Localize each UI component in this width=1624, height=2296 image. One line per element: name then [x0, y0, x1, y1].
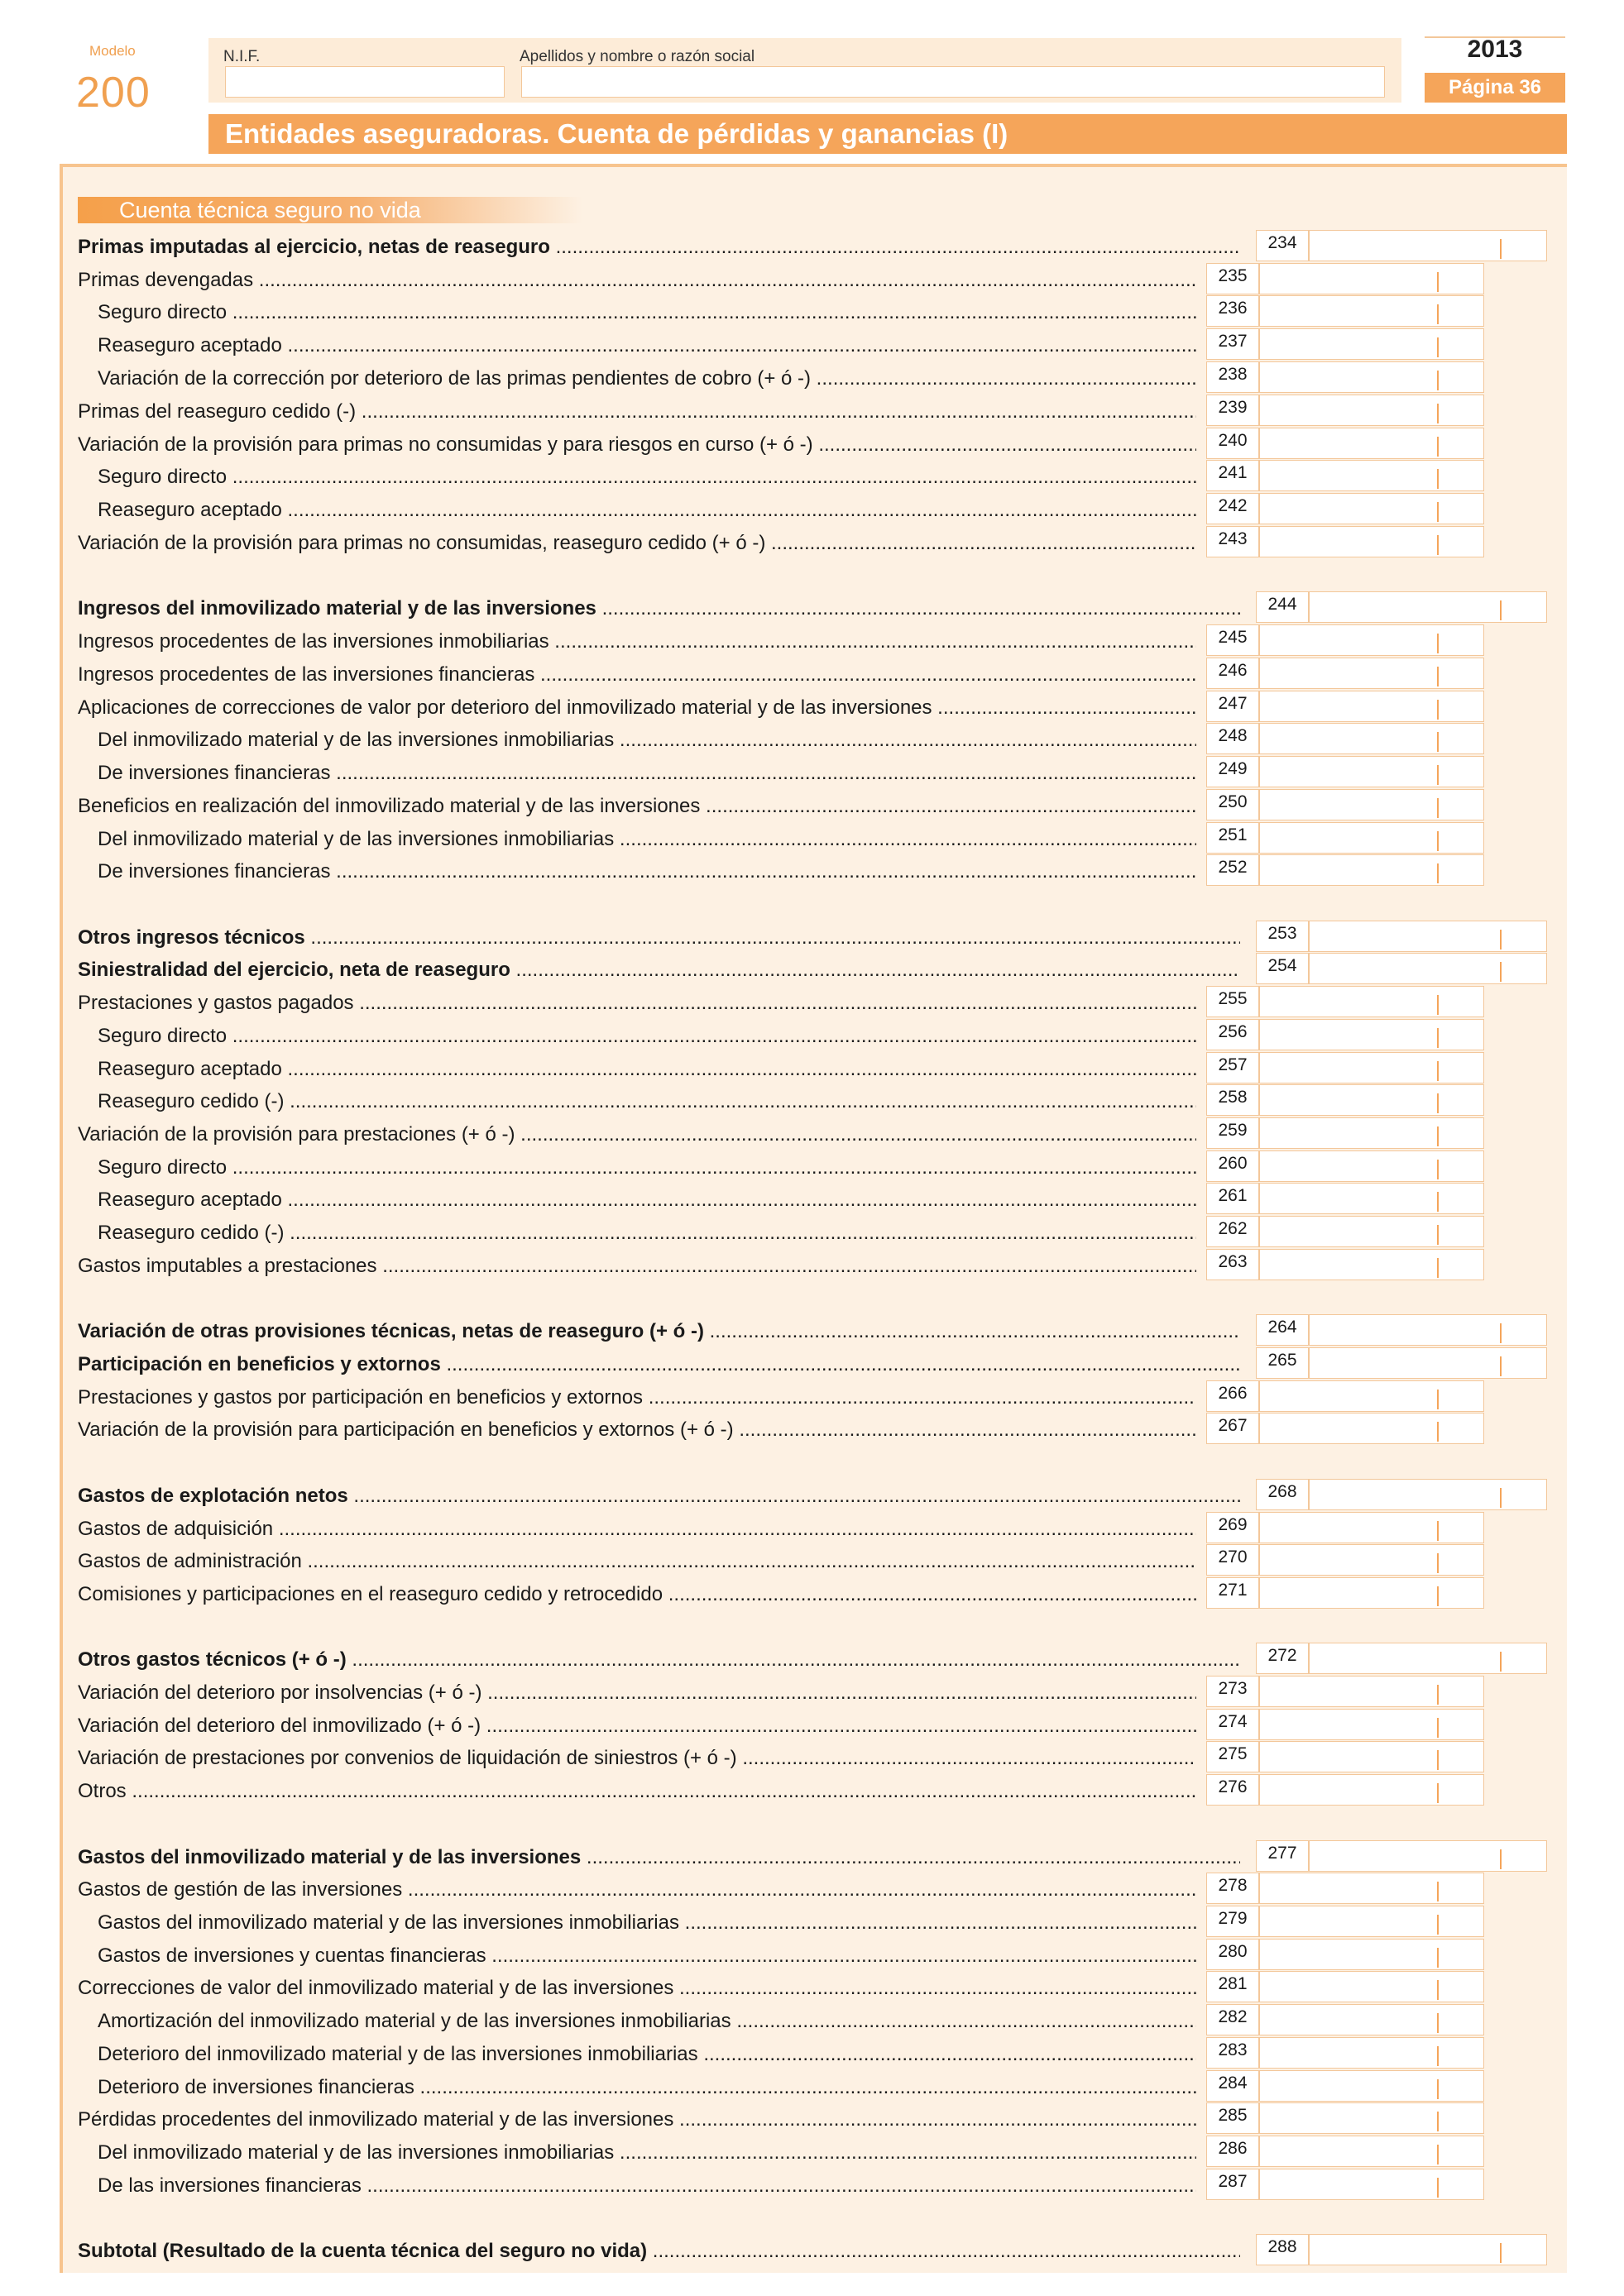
- row-label: Variación de la provisión para participación en beneficios y extornos (+ ó -) .....: [78, 1418, 1196, 1442]
- form-row: [0, 1512, 1624, 1545]
- amount-field[interactable]: [1309, 2234, 1547, 2265]
- form-row: [0, 2169, 1624, 2202]
- form-row: [0, 395, 1624, 428]
- name-label: Apellidos y nombre o razón social: [520, 48, 755, 65]
- amount-field[interactable]: [1259, 1019, 1484, 1050]
- box-code: 235: [1206, 263, 1259, 294]
- box-code: 278: [1206, 1873, 1259, 1904]
- box-code: 236: [1206, 295, 1259, 327]
- nif-field[interactable]: [225, 66, 505, 98]
- box-code: 272: [1256, 1643, 1309, 1674]
- row-label: De inversiones financieras .....: [98, 860, 1196, 883]
- box-code: 276: [1206, 1774, 1259, 1806]
- row-label: Variación de la corrección por deterioro de las primas pendientes de cobro (+ ó -) .....: [98, 367, 1196, 390]
- row-label: Gastos del inmovilizado material y de las inversiones .....: [78, 1846, 1240, 1869]
- row-label: Variación de la provisión para primas no consumidas, reaseguro cedido (+ ó -) .....: [78, 532, 1196, 555]
- amount-field[interactable]: [1259, 789, 1484, 820]
- amount-field[interactable]: [1309, 1314, 1547, 1346]
- row-label: Otros gastos técnicos (+ ó -) .....: [78, 1648, 1240, 1672]
- row-label: Beneficios en realización del inmovilizado material y de las inversiones .....: [78, 795, 1196, 818]
- box-code: 238: [1206, 361, 1259, 393]
- amount-field[interactable]: [1259, 1117, 1484, 1149]
- amount-field[interactable]: [1259, 2004, 1484, 2035]
- amount-field[interactable]: [1259, 1873, 1484, 1904]
- box-code: 280: [1206, 1939, 1259, 1970]
- row-label: Subtotal (Resultado de la cuenta técnica del seguro no vida) .....: [78, 2240, 1240, 2263]
- amount-field[interactable]: [1259, 756, 1484, 787]
- row-label: Deterioro de inversiones financieras .....: [98, 2076, 1196, 2099]
- box-code: 240: [1206, 428, 1259, 459]
- form-row: [0, 361, 1624, 395]
- amount-field[interactable]: [1259, 1413, 1484, 1444]
- amount-field[interactable]: [1259, 1577, 1484, 1609]
- box-code: 277: [1256, 1840, 1309, 1872]
- amount-field[interactable]: [1259, 1512, 1484, 1543]
- form-row: [0, 2102, 1624, 2136]
- amount-field[interactable]: [1259, 854, 1484, 886]
- amount-field[interactable]: [1259, 263, 1484, 294]
- form-row: [0, 1413, 1624, 1446]
- box-code: 259: [1206, 1117, 1259, 1149]
- box-code: 234: [1256, 230, 1309, 261]
- page-label: Página 36: [1425, 73, 1565, 103]
- amount-field[interactable]: [1259, 822, 1484, 854]
- form-row: [0, 526, 1624, 559]
- form-row: [0, 2234, 1624, 2267]
- row-label: Reaseguro aceptado .....: [98, 1189, 1196, 1212]
- form-row: [0, 1840, 1624, 1873]
- amount-field[interactable]: [1259, 395, 1484, 426]
- row-label: Amortización del inmovilizado material y de las inversiones inmobiliarias .....: [98, 2010, 1196, 2033]
- box-code: 249: [1206, 756, 1259, 787]
- row-label: Variación de otras provisiones técnicas, netas de reaseguro (+ ó -) .....: [78, 1320, 1240, 1343]
- amount-field[interactable]: [1259, 723, 1484, 754]
- amount-field[interactable]: [1259, 2037, 1484, 2069]
- box-code: 285: [1206, 2102, 1259, 2134]
- box-code: 263: [1206, 1249, 1259, 1280]
- form-row: [0, 756, 1624, 789]
- row-label: Ingresos procedentes de las inversiones inmobiliarias .....: [78, 630, 1196, 653]
- amount-field[interactable]: [1259, 1052, 1484, 1083]
- row-label: Deterioro del inmovilizado material y de las inversiones inmobiliarias .....: [98, 2043, 1196, 2066]
- amount-field[interactable]: [1259, 986, 1484, 1017]
- row-label: Correcciones de valor del inmovilizado material y de las inversiones .....: [78, 1977, 1196, 2000]
- amount-field[interactable]: [1309, 1479, 1547, 1510]
- amount-field[interactable]: [1259, 624, 1484, 656]
- form-row: [0, 428, 1624, 461]
- form-row: [0, 2004, 1624, 2037]
- form-row: [0, 2070, 1624, 2103]
- form-row: [0, 1249, 1624, 1282]
- row-label: De las inversiones financieras .....: [98, 2174, 1196, 2198]
- form-row: [0, 723, 1624, 756]
- box-code: 260: [1206, 1150, 1259, 1182]
- amount-field[interactable]: [1259, 1741, 1484, 1772]
- amount-field[interactable]: [1309, 1643, 1547, 1674]
- amount-field[interactable]: [1259, 1971, 1484, 2002]
- box-code: 247: [1206, 691, 1259, 722]
- amount-field[interactable]: [1259, 493, 1484, 524]
- form-row: [0, 854, 1624, 887]
- amount-field[interactable]: [1259, 1774, 1484, 1806]
- box-code: 271: [1206, 1577, 1259, 1609]
- box-code: 256: [1206, 1019, 1259, 1050]
- box-code: 241: [1206, 460, 1259, 491]
- form-row: [0, 691, 1624, 724]
- form-row: [0, 1183, 1624, 1216]
- box-code: 250: [1206, 789, 1259, 820]
- box-code: 288: [1256, 2234, 1309, 2265]
- row-label: De inversiones financieras .....: [98, 762, 1196, 785]
- amount-field[interactable]: [1309, 953, 1547, 984]
- box-code: 245: [1206, 624, 1259, 656]
- amount-field[interactable]: [1259, 1150, 1484, 1182]
- amount-field[interactable]: [1259, 2169, 1484, 2200]
- form-row: [0, 1906, 1624, 1939]
- box-code: 258: [1206, 1084, 1259, 1116]
- box-code: 253: [1256, 921, 1309, 952]
- row-label: Gastos de gestión de las inversiones .....: [78, 1878, 1196, 1901]
- box-code: 252: [1206, 854, 1259, 886]
- form-row: [0, 1347, 1624, 1380]
- row-label: Variación de la provisión para primas no consumidas y para riesgos en curso (+ ó -) .....: [78, 433, 1196, 457]
- amount-field[interactable]: [1259, 1216, 1484, 1247]
- amount-field[interactable]: [1259, 2136, 1484, 2167]
- box-code: 283: [1206, 2037, 1259, 2069]
- row-label: Seguro directo .....: [98, 1025, 1196, 1048]
- form-row: [0, 1117, 1624, 1150]
- name-field[interactable]: [521, 66, 1385, 98]
- amount-field[interactable]: [1259, 2102, 1484, 2134]
- box-code: 268: [1256, 1479, 1309, 1510]
- row-label: Del inmovilizado material y de las inversiones inmobiliarias .....: [98, 729, 1196, 752]
- box-code: 239: [1206, 395, 1259, 426]
- form-row: [0, 230, 1624, 263]
- form-row: [0, 328, 1624, 361]
- amount-field[interactable]: [1259, 691, 1484, 722]
- amount-field[interactable]: [1259, 2070, 1484, 2102]
- row-label: Participación en beneficios y extornos .....: [78, 1353, 1240, 1376]
- amount-field[interactable]: [1259, 361, 1484, 393]
- page-title: Entidades aseguradoras. Cuenta de pérdidas y ganancias (I): [208, 114, 1567, 154]
- box-code: 251: [1206, 822, 1259, 854]
- row-label: Del inmovilizado material y de las inversiones inmobiliarias .....: [98, 2141, 1196, 2164]
- amount-field[interactable]: [1259, 1380, 1484, 1412]
- amount-field[interactable]: [1259, 1939, 1484, 1970]
- amount-field[interactable]: [1259, 1084, 1484, 1116]
- form-row: [0, 1544, 1624, 1577]
- box-code: 254: [1256, 953, 1309, 984]
- form-row: [0, 921, 1624, 954]
- form-row: [0, 1150, 1624, 1184]
- amount-field[interactable]: [1259, 1183, 1484, 1214]
- box-code: 255: [1206, 986, 1259, 1017]
- row-label: Comisiones y participaciones en el reaseguro cedido y retrocedido .....: [78, 1583, 1196, 1606]
- form-row: [0, 1019, 1624, 1052]
- amount-field[interactable]: [1309, 591, 1547, 623]
- row-label: Reaseguro aceptado .....: [98, 334, 1196, 357]
- form-row: [0, 789, 1624, 822]
- row-label: Gastos de explotación netos .....: [78, 1485, 1240, 1508]
- form-row: [0, 822, 1624, 855]
- row-label: Reaseguro aceptado .....: [98, 1058, 1196, 1081]
- box-code: 266: [1206, 1380, 1259, 1412]
- form-row: [0, 953, 1624, 986]
- row-label: Otros ingresos técnicos .....: [78, 926, 1240, 949]
- box-code: 282: [1206, 2004, 1259, 2035]
- box-code: 270: [1206, 1544, 1259, 1576]
- amount-field[interactable]: [1259, 428, 1484, 459]
- form-row: [0, 1971, 1624, 2004]
- amount-field[interactable]: [1259, 1249, 1484, 1280]
- form-row: [0, 493, 1624, 526]
- box-code: 275: [1206, 1741, 1259, 1772]
- box-code: 279: [1206, 1906, 1259, 1937]
- box-code: 274: [1206, 1709, 1259, 1740]
- row-label: Variación del deterioro del inmovilizado (+ ó -) .....: [78, 1715, 1196, 1738]
- row-label: Primas devengadas .....: [78, 269, 1196, 292]
- box-code: 286: [1206, 2136, 1259, 2167]
- form-row: [0, 1939, 1624, 1972]
- row-label: Seguro directo .....: [98, 1156, 1196, 1179]
- form-row: [0, 1873, 1624, 1906]
- row-label: Gastos de inversiones y cuentas financieras .....: [98, 1944, 1196, 1968]
- year-label: 2013: [1425, 36, 1565, 61]
- row-label: Gastos de adquisición .....: [78, 1518, 1196, 1541]
- amount-field[interactable]: [1259, 526, 1484, 557]
- box-code: 269: [1206, 1512, 1259, 1543]
- row-label: Primas del reaseguro cedido (-) .....: [78, 400, 1196, 423]
- row-label: Del inmovilizado material y de las inversiones inmobiliarias .....: [98, 828, 1196, 851]
- row-label: Prestaciones y gastos por participación en beneficios y extornos .....: [78, 1386, 1196, 1409]
- box-code: 281: [1206, 1971, 1259, 2002]
- amount-field[interactable]: [1309, 921, 1547, 952]
- form-row: [0, 1380, 1624, 1413]
- form-row: [0, 1741, 1624, 1774]
- row-label: Reaseguro aceptado .....: [98, 499, 1196, 522]
- row-label: Variación del deterioro por insolvencias (+ ó -) .....: [78, 1681, 1196, 1705]
- row-label: Pérdidas procedentes del inmovilizado material y de las inversiones .....: [78, 2108, 1196, 2131]
- row-label: Reaseguro cedido (-) .....: [98, 1222, 1196, 1245]
- row-label: Primas imputadas al ejercicio, netas de reaseguro .....: [78, 236, 1240, 259]
- form-row: [0, 658, 1624, 691]
- box-code: 257: [1206, 1052, 1259, 1083]
- amount-field[interactable]: [1259, 1906, 1484, 1937]
- row-label: Variación de la provisión para prestaciones (+ ó -) .....: [78, 1123, 1196, 1146]
- amount-field[interactable]: [1309, 1347, 1547, 1379]
- box-code: 273: [1206, 1676, 1259, 1707]
- box-code: 265: [1256, 1347, 1309, 1379]
- row-label: Variación de prestaciones por convenios de liquidación de siniestros (+ ó -) .....: [78, 1747, 1196, 1770]
- row-label: Seguro directo .....: [98, 301, 1196, 324]
- amount-field[interactable]: [1259, 658, 1484, 689]
- form-row: [0, 2037, 1624, 2070]
- row-label: Reaseguro cedido (-) .....: [98, 1090, 1196, 1113]
- row-label: Gastos de administración .....: [78, 1550, 1196, 1573]
- form-row: [0, 1709, 1624, 1742]
- form-row: [0, 986, 1624, 1019]
- modelo-number: 200: [76, 69, 151, 117]
- box-code: 237: [1206, 328, 1259, 360]
- form-row: [0, 1774, 1624, 1807]
- amount-field[interactable]: [1309, 230, 1547, 261]
- form-row: [0, 2136, 1624, 2169]
- box-code: 264: [1256, 1314, 1309, 1346]
- form-row: [0, 1084, 1624, 1117]
- box-code: 244: [1256, 591, 1309, 623]
- form-row: [0, 1676, 1624, 1709]
- box-code: 243: [1206, 526, 1259, 557]
- row-label: Ingresos del inmovilizado material y de las inversiones .....: [78, 597, 1240, 620]
- modelo-label: Modelo: [89, 43, 136, 59]
- amount-field[interactable]: [1259, 1544, 1484, 1576]
- row-label: Siniestralidad del ejercicio, neta de reaseguro .....: [78, 959, 1240, 982]
- row-label: Gastos imputables a prestaciones .....: [78, 1255, 1196, 1278]
- box-code: 284: [1206, 2070, 1259, 2102]
- amount-field[interactable]: [1309, 1840, 1547, 1872]
- nif-label: N.I.F.: [223, 48, 261, 65]
- form-row: [0, 460, 1624, 493]
- box-code: 242: [1206, 493, 1259, 524]
- form-row: [0, 263, 1624, 296]
- amount-field[interactable]: [1259, 460, 1484, 491]
- row-label: Prestaciones y gastos pagados .....: [78, 992, 1196, 1015]
- amount-field[interactable]: [1259, 295, 1484, 327]
- amount-field[interactable]: [1259, 328, 1484, 360]
- row-label: Seguro directo .....: [98, 466, 1196, 489]
- row-label: Gastos del inmovilizado material y de las inversiones inmobiliarias .....: [98, 1911, 1196, 1935]
- form-row: [0, 1577, 1624, 1610]
- amount-field[interactable]: [1259, 1709, 1484, 1740]
- row-label: Otros .....: [78, 1780, 1196, 1803]
- box-code: 267: [1206, 1413, 1259, 1444]
- row-label: Aplicaciones de correcciones de valor por deterioro del inmovilizado material y de las inversiones .....: [78, 696, 1196, 720]
- box-code: 261: [1206, 1183, 1259, 1214]
- section-title: Cuenta técnica seguro no vida: [78, 197, 582, 223]
- box-code: 287: [1206, 2169, 1259, 2200]
- form-row: [0, 1643, 1624, 1676]
- form-row: [0, 591, 1624, 624]
- box-code: 246: [1206, 658, 1259, 689]
- form-row: [0, 1479, 1624, 1512]
- form-row: [0, 624, 1624, 658]
- box-code: 262: [1206, 1216, 1259, 1247]
- form-row: [0, 295, 1624, 328]
- form-row: [0, 1216, 1624, 1249]
- amount-field[interactable]: [1259, 1676, 1484, 1707]
- form-row: [0, 1314, 1624, 1347]
- form-row: [0, 1052, 1624, 1085]
- box-code: 248: [1206, 723, 1259, 754]
- row-label: Ingresos procedentes de las inversiones financieras .....: [78, 663, 1196, 686]
